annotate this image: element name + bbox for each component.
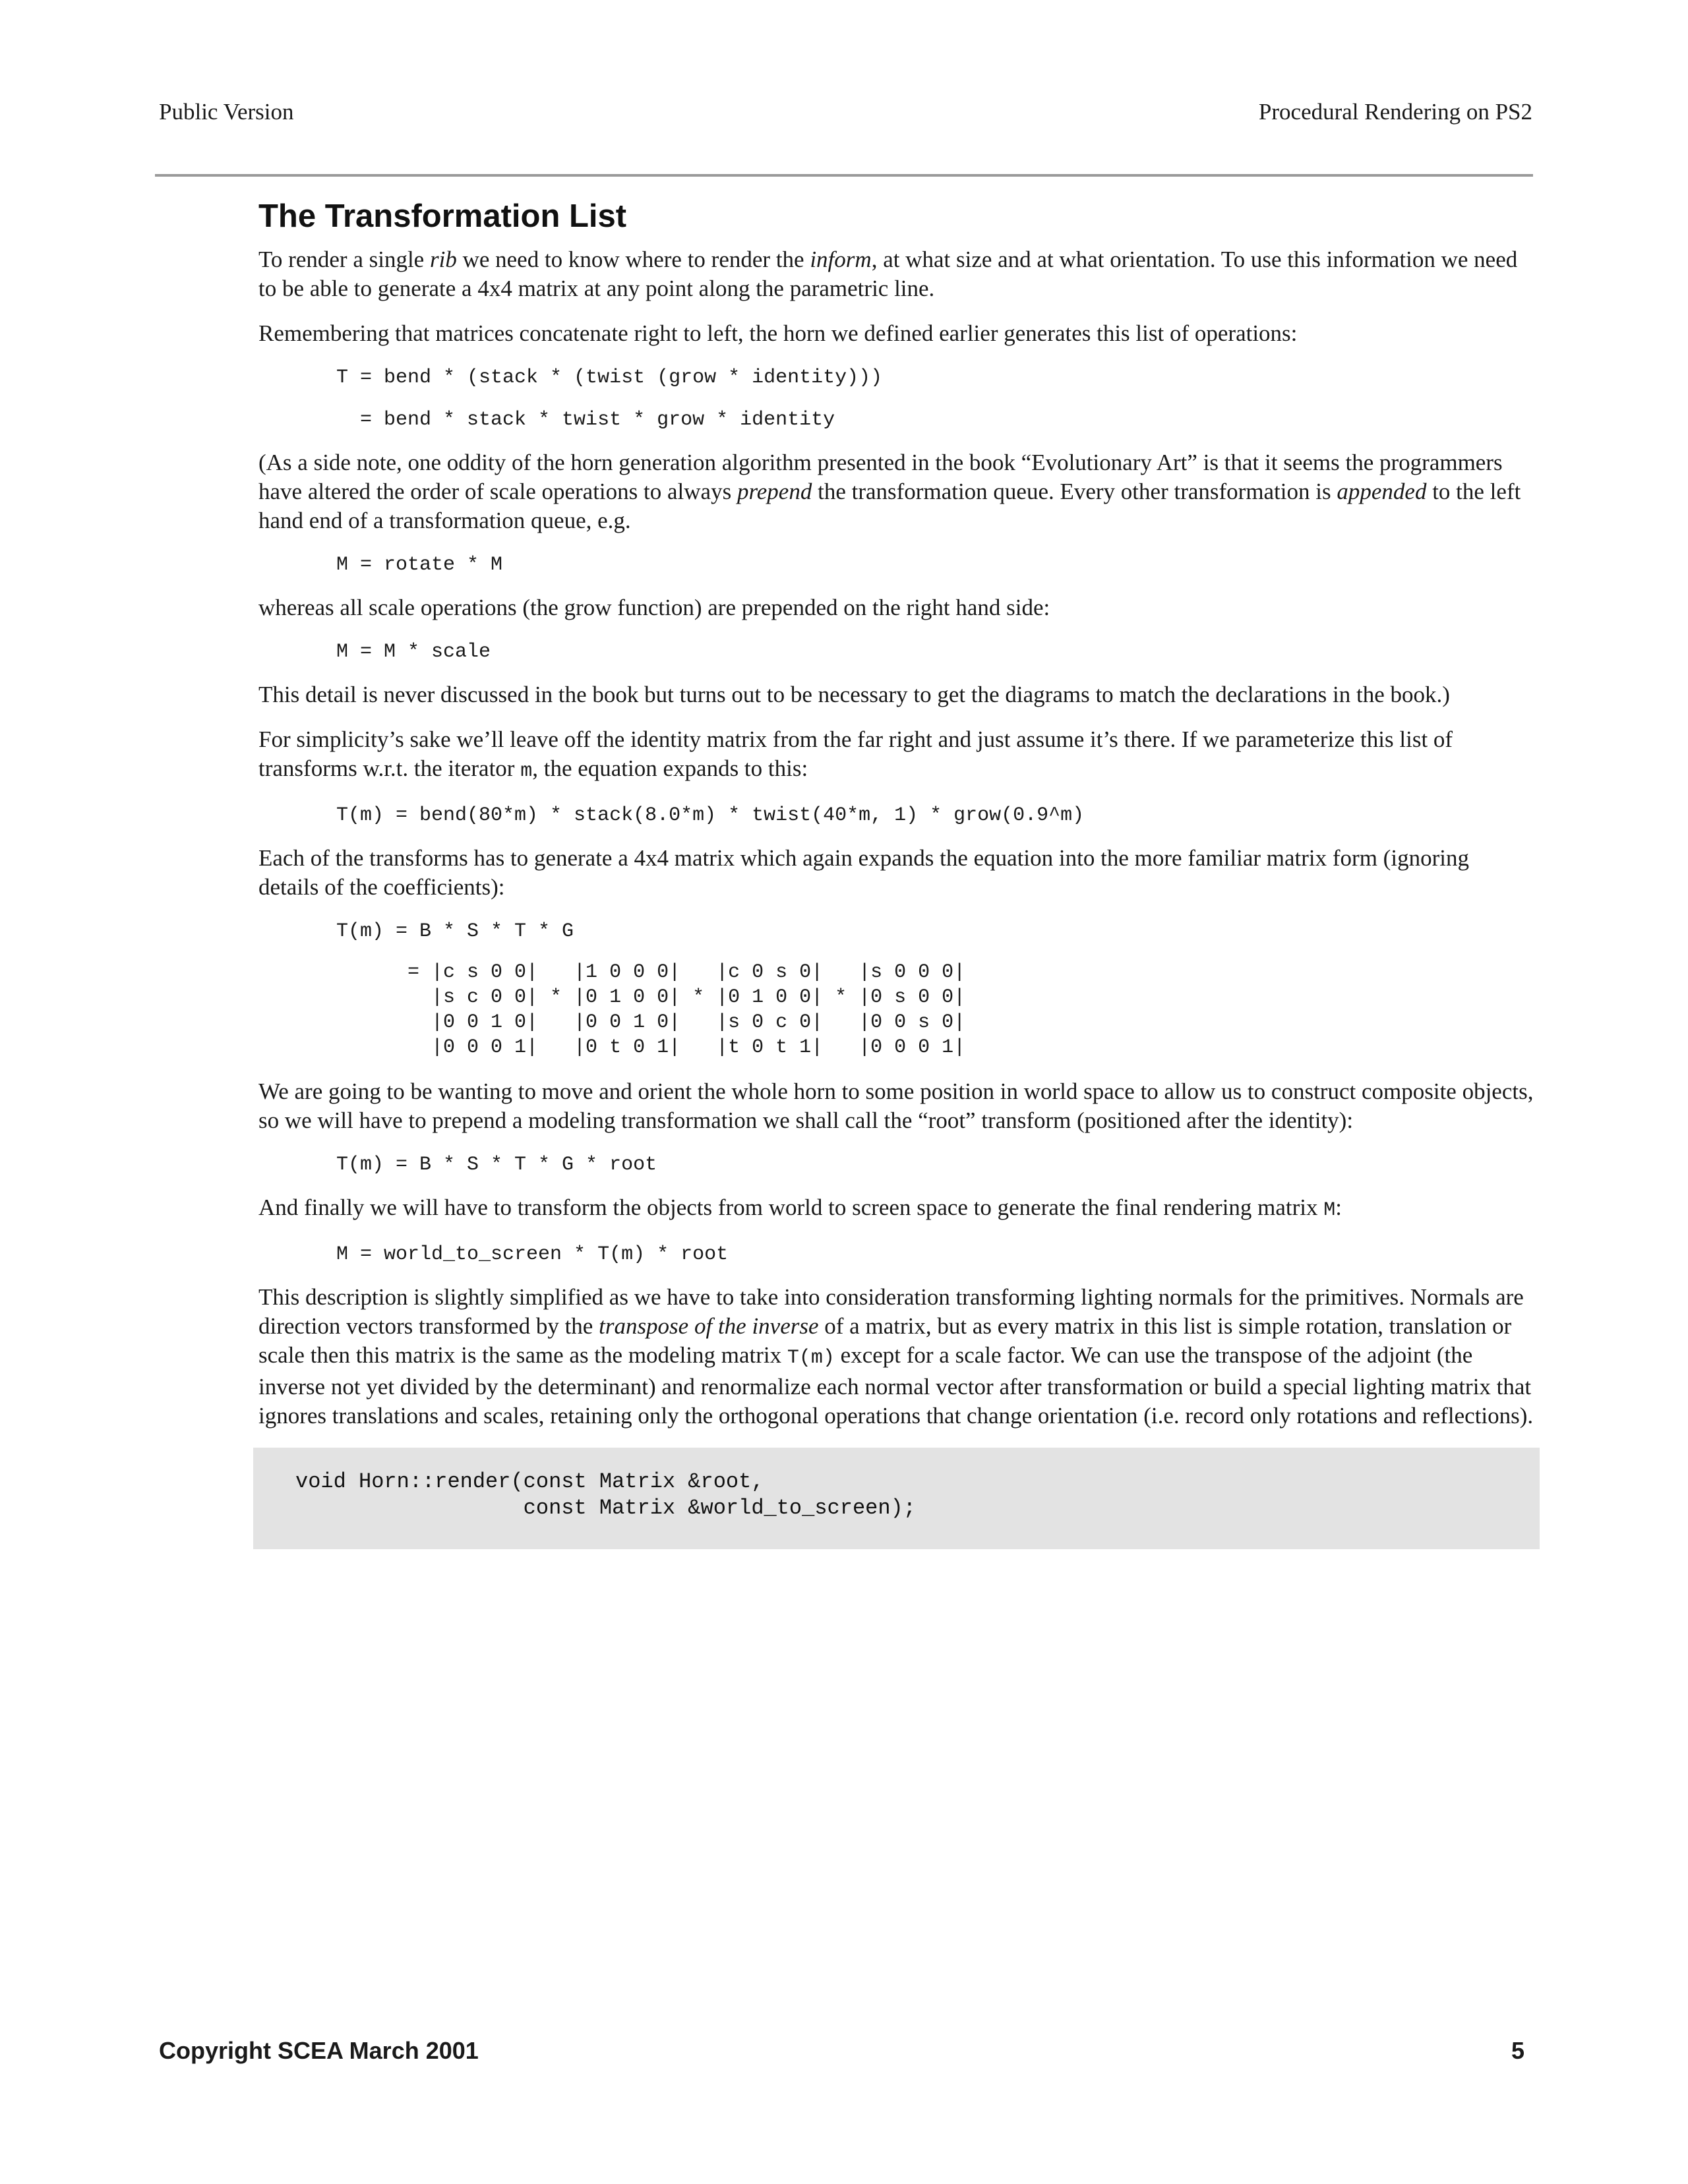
paragraph-intro — [258, 245, 1534, 303]
page-number: 5 — [1511, 2037, 1524, 2064]
emphasis: transpose of the inverse — [599, 1313, 819, 1339]
text: : — [1335, 1195, 1342, 1220]
paragraph-root: We are going to be wanting to move and orient the whole horn to some position in world space to allow us to construct composite objects, so we will have to prepend a modeling transformation we shall call the “root” transform (positioned after the identity): — [258, 1078, 1534, 1133]
matrix-line: = |c s 0 0| |1 0 0 0| |c 0 s 0| |s 0 0 0| — [336, 961, 966, 984]
paragraph-remembering: Remembering that matrices concatenate right to left, the horn we defined earlier generates this list of operations: — [258, 320, 1298, 346]
inline-code: m — [520, 760, 533, 782]
matrix-line: |s c 0 0| * |0 1 0 0| * |0 1 0 0| * |0 s 0 0| — [336, 986, 966, 1009]
matrix-line: |0 0 0 1| |0 t 0 1| |t 0 t 1| |0 0 0 1| — [336, 1036, 966, 1059]
code-line-scale: M = M * scale — [336, 641, 491, 663]
paragraph-whereas: whereas all scale operations (the grow function) are prepended on the right hand side: — [258, 595, 1050, 620]
footer-copyright: Copyright SCEA March 2001 — [159, 2037, 479, 2064]
code-box-line: const Matrix &world_to_screen); — [295, 1496, 916, 1520]
inline-code: M — [1323, 1199, 1336, 1222]
paragraph-simplicity — [258, 725, 1534, 786]
inline-code: T(m) — [787, 1347, 835, 1369]
paragraph-side-note — [258, 448, 1534, 535]
text: For simplicity’s sake we’ll leave off the identity matrix from the far right and just assume it’s there. If we parameterize this list of transforms w.r.t. the iterator — [258, 726, 1453, 781]
paragraph-detail: This detail is never discussed in the book but turns out to be necessary to get the diagrams to match the declarations in the book.) — [258, 682, 1450, 707]
code-box-render — [253, 1448, 1540, 1549]
paragraph-normals — [258, 1283, 1534, 1431]
text: we need to know where to render the — [456, 247, 810, 272]
emphasis: prepend — [737, 479, 812, 504]
text: , at what size and at what orientation. To use this information we need to be able to generate a 4x4 matrix at any point along the parametric line. — [258, 247, 1518, 301]
section-title: The Transformation List — [258, 198, 627, 234]
code-line-t-expanded: = bend * stack * twist * grow * identity — [336, 409, 835, 431]
code-line-root: T(m) = B * S * T * G * root — [336, 1154, 657, 1176]
matrix-block — [336, 960, 1534, 1060]
code-box-line: void Horn::render(const Matrix &root, — [295, 1469, 764, 1494]
paragraph-finally — [258, 1193, 1534, 1225]
page-content — [258, 192, 1534, 1549]
text: the transformation queue. Every other transformation is — [812, 479, 1337, 504]
code-line-rotate: M = rotate * M — [336, 554, 503, 576]
code-line-parameterized: T(m) = bend(80*m) * stack(8.0*m) * twist(40*m, 1) * grow(0.9^m) — [336, 804, 1085, 827]
emphasis: rib — [429, 247, 457, 272]
emphasis: inform — [810, 247, 872, 272]
text: And finally we will have to transform the objects from world to screen space to generate the final rendering matrix — [258, 1195, 1324, 1220]
code-line-bstg: T(m) = B * S * T * G — [336, 920, 574, 943]
text: , the equation expands to this: — [532, 755, 808, 781]
paragraph-each-transform: Each of the transforms has to generate a 4x4 matrix which again expands the equation into the more familiar matrix form (ignoring details of the coefficients): — [258, 845, 1469, 900]
header-divider — [155, 174, 1533, 177]
code-line-world-to-screen: M = world_to_screen * T(m) * root — [336, 1243, 729, 1266]
header-left: Public Version — [159, 99, 294, 125]
text: To render a single — [258, 247, 430, 272]
text: of a matrix, but as every matrix in this list is simple rotation, translation or scale then this matrix is the same as the modeling matrix — [258, 1313, 1512, 1368]
header-right: Procedural Rendering on PS2 — [1258, 99, 1532, 125]
code-line-t: T = bend * (stack * (twist (grow * identity))) — [336, 367, 883, 389]
text: except for a scale factor. We can use the transpose of the adjoint (the inverse not yet divided by the determinant) and renormalize each normal vector after transformation or build a special lighting matrix that ignores translations and scales, retaining only the orthogonal operations that change orientation (i.e. record only rotations and reflections). — [258, 1342, 1534, 1429]
text: to the left hand end of a transformation queue, e.g. — [258, 479, 1521, 533]
emphasis: appended — [1337, 479, 1427, 504]
text: This description is slightly simplified as we have to take into consideration transforming lighting normals for the primitives. Normals are direction vectors transformed by the — [258, 1284, 1524, 1339]
matrix-line: |0 0 1 0| |0 0 1 0| |s 0 c 0| |0 0 s 0| — [336, 1011, 966, 1034]
text: (As a side note, one oddity of the horn generation algorithm presented in the book “Evolutionary Art” is that it seems the programmers have altered the order of scale operations to always — [258, 450, 1503, 504]
